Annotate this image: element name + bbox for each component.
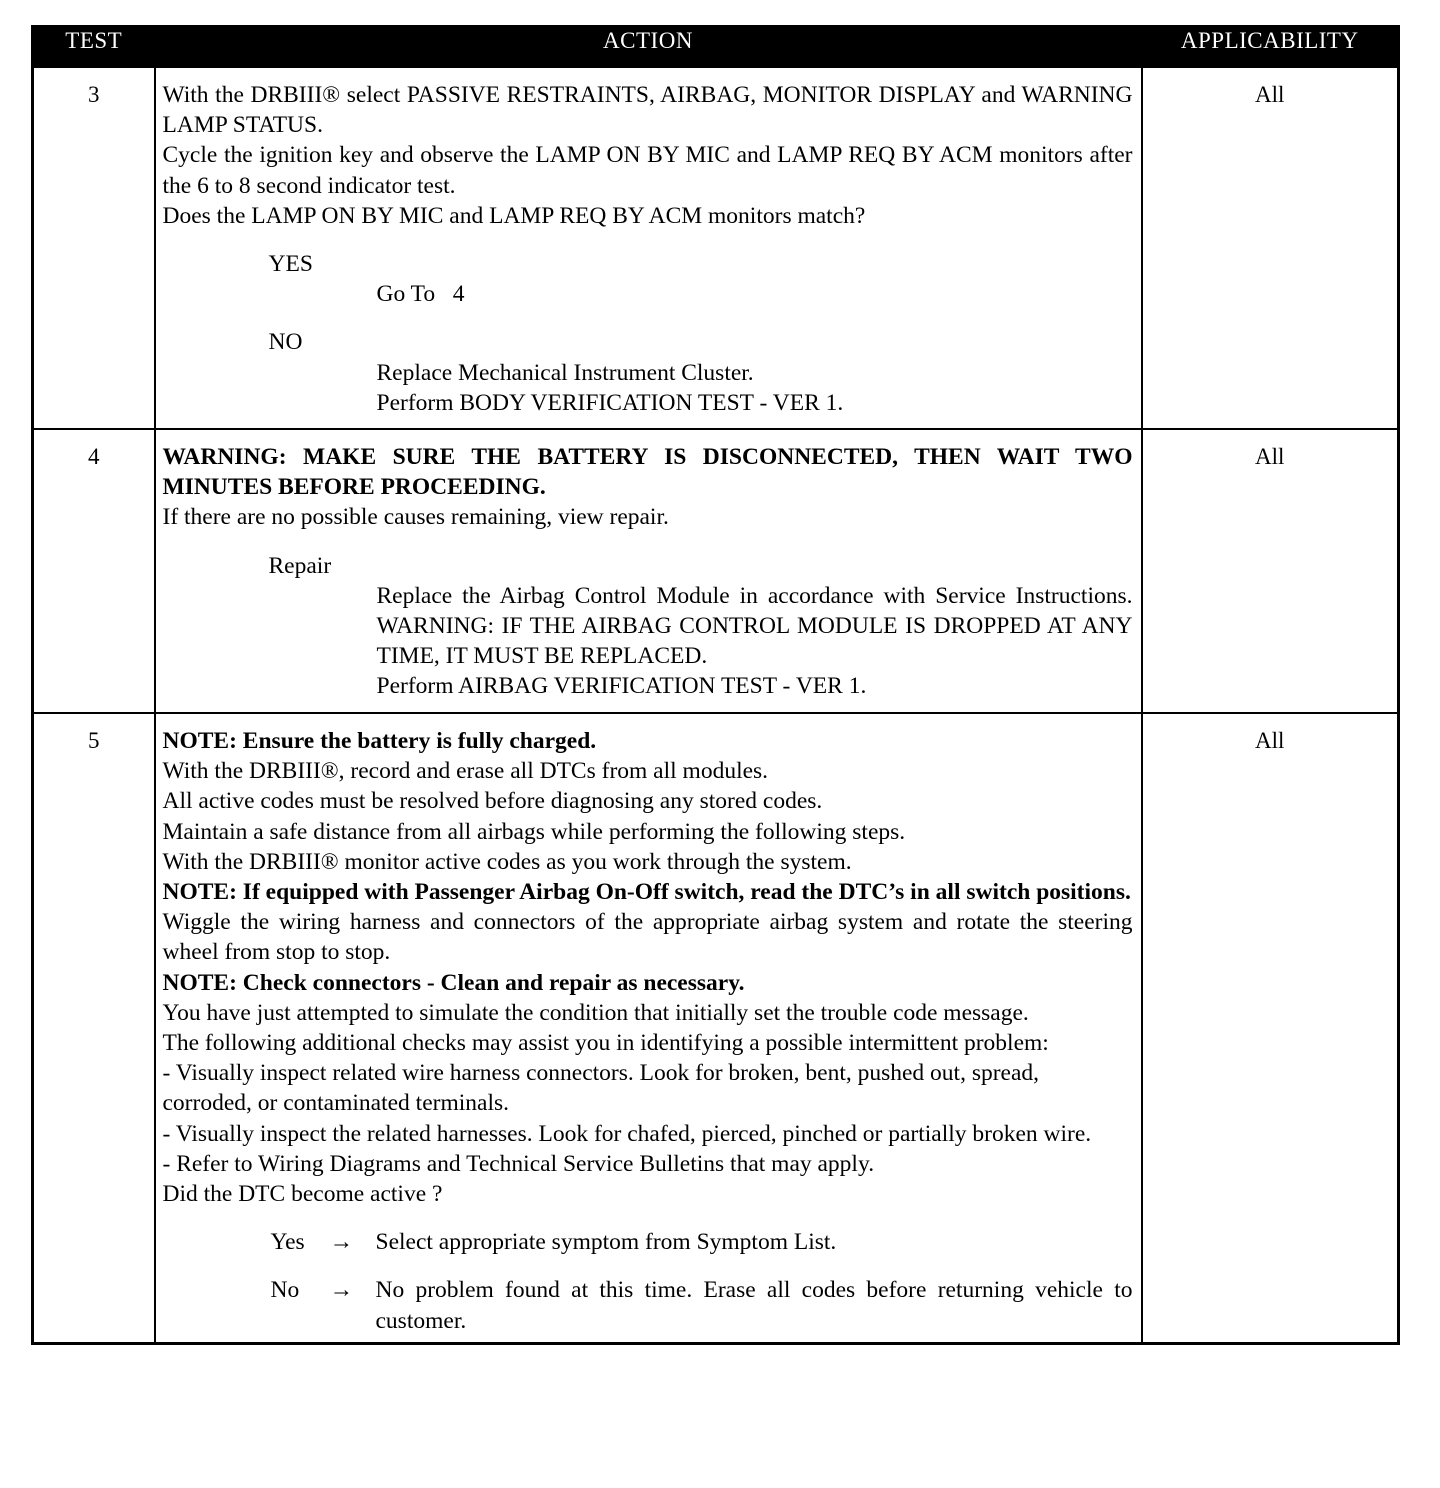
no-action: No problem found at this time. Erase all codes before returning vehicle to customer. bbox=[375, 1277, 1133, 1334]
no-label: NO bbox=[268, 329, 303, 356]
no-action-replace: Replace Mechanical Instrument Cluster. bbox=[376, 359, 754, 386]
action-line: Wiggle the wiring harness and connectors of the appropriate airbag system and rotate the steering wheel from stop to stop. bbox=[162, 909, 1133, 966]
diagnostic-test-table bbox=[31, 25, 1400, 1345]
no-action-perform: Perform BODY VERIFICATION TEST - VER 1. bbox=[376, 389, 844, 416]
test-number: 3 bbox=[33, 67, 155, 429]
action-line: - Visually inspect the related harnesses. Look for chafed, pierced, pinched or partially broken wire. bbox=[162, 1120, 1092, 1147]
header-action: ACTION bbox=[155, 27, 1142, 68]
table-header-row bbox=[33, 27, 1399, 68]
warning-text: WARNING: MAKE SURE THE BATTERY IS DISCONNECTED, THEN WAIT TWO MINUTES BEFORE PROCEEDING. bbox=[162, 444, 1133, 501]
note-battery: NOTE: Ensure the battery is fully charged. bbox=[162, 728, 597, 754]
repair-label: Repair bbox=[268, 552, 332, 579]
yes-action: Go To 4 bbox=[376, 281, 465, 308]
table-row-test-5 bbox=[33, 713, 1399, 1343]
applicability-value: All bbox=[1142, 67, 1399, 429]
yes-label: YES bbox=[268, 251, 313, 278]
note-passenger-switch: NOTE: If equipped with Passenger Airbag On-Off switch, read the DTC’s in all switch positions. bbox=[162, 879, 1131, 906]
yes-label: Yes bbox=[270, 1229, 305, 1256]
yes-outcome bbox=[163, 1227, 1133, 1257]
yes-action: Select appropriate symptom from Symptom List. bbox=[375, 1229, 837, 1256]
action-line: The following additional checks may assist you in identifying a possible intermittent problem: bbox=[162, 1030, 1049, 1057]
action-line: All active codes must be resolved before diagnosing any stored codes. bbox=[162, 788, 823, 815]
action-line: Does the LAMP ON BY MIC and LAMP REQ BY ACM monitors match? bbox=[162, 202, 866, 229]
action-line: With the DRBIII® monitor active codes as you work through the system. bbox=[162, 848, 852, 875]
note-connectors: NOTE: Check connectors - Clean and repair as necessary. bbox=[162, 969, 745, 996]
repair-perform: Perform AIRBAG VERIFICATION TEST - VER 1. bbox=[376, 673, 867, 700]
action-line: Cycle the ignition key and observe the LAMP ON BY MIC and LAMP REQ BY ACM monitors after the 6 to 8 second indicator test. bbox=[162, 142, 1133, 199]
table-row-test-3 bbox=[33, 67, 1399, 429]
action-line: Maintain a safe distance from all airbags while performing the following steps. bbox=[162, 818, 906, 845]
table-row-test-4 bbox=[33, 429, 1399, 713]
action-cell bbox=[155, 713, 1142, 1343]
action-line: With the DRBIII®, record and erase all DTCs from all modules. bbox=[162, 758, 769, 785]
arrow-right-icon: → bbox=[329, 1277, 353, 1304]
test-number: 5 bbox=[33, 713, 155, 1343]
action-line: - Visually inspect related wire harness connectors. Look for broken, bent, pushed out, spread, corroded, or contaminated terminals. bbox=[162, 1060, 1040, 1117]
no-label: No bbox=[270, 1277, 300, 1304]
applicability-value: All bbox=[1142, 713, 1399, 1343]
action-line: Did the DTC become active ? bbox=[162, 1181, 443, 1208]
action-line: - Refer to Wiring Diagrams and Technical Service Bulletins that may apply. bbox=[162, 1150, 875, 1177]
action-cell bbox=[155, 429, 1142, 713]
action-line: With the DRBIII® select PASSIVE RESTRAINTS, AIRBAG, MONITOR DISPLAY and WARNING LAMP STATUS. bbox=[162, 82, 1133, 139]
arrow-right-icon: → bbox=[329, 1229, 353, 1256]
header-applicability: APPLICABILITY bbox=[1142, 27, 1399, 68]
action-line: You have just attempted to simulate the condition that initially set the trouble code message. bbox=[162, 999, 1029, 1026]
header-test: TEST bbox=[33, 27, 155, 68]
no-outcome bbox=[163, 1275, 1133, 1335]
action-cell bbox=[155, 67, 1142, 429]
action-line: If there are no possible causes remaining, view repair. bbox=[162, 504, 669, 531]
repair-text: Replace the Airbag Control Module in accordance with Service Instructions. WARNING: IF THE AIRBAG CONTROL MODULE IS DROPPED AT ANY TIME, IT MUST BE REPLACED. bbox=[376, 582, 1133, 670]
applicability-value: All bbox=[1142, 429, 1399, 713]
test-number: 4 bbox=[33, 429, 155, 713]
